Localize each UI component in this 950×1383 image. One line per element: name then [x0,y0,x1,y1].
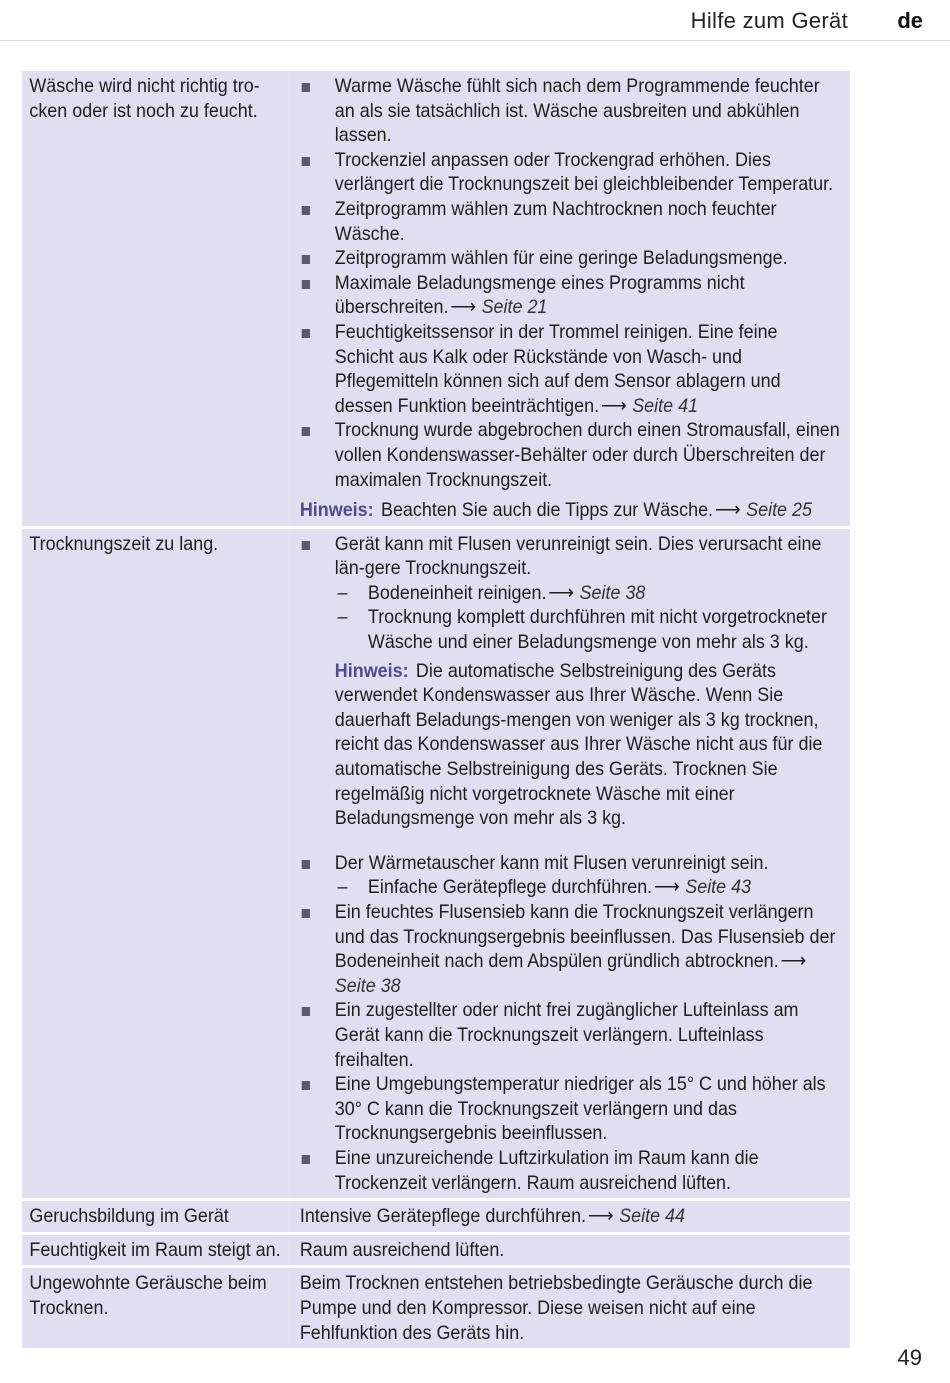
page-reference-link[interactable]: Seite 43 [685,876,752,899]
list-item: Ein zugestellter oder nicht frei zugänglicher Lufteinlass am Gerät kann die Trocknungszeit verlängern. Lufteinlass freihalten. [300,998,841,1072]
section-title: Hilfe zum Gerät [690,8,848,33]
bullet-square-icon [302,83,310,92]
dash-icon: – [337,876,348,899]
list-item: Trockenziel anpassen oder Trockengrad erhöhen. Dies verlängert die Trocknungszeit bei gleichbleibender Temperatur. [300,148,841,197]
fault-cell: Wäsche wird nicht richtig tro-cken oder ist noch zu feucht. [22,71,289,526]
page-reference-link[interactable]: Seite 41 [632,394,699,417]
page-reference-link[interactable]: Seite 21 [481,296,548,319]
list-item: Ein feuchtes Flusensieb kann die Trocknungszeit verlängern und das Trocknungsergebnis beeinflussen. Das Flusensieb der Bodeneinheit nach dem Abspülen gründlich abtrocknen.⟶Seite 38 [300,900,841,998]
list-item: Trocknung wurde abgebrochen durch einen Stromausfall, einen vollen Kondenswasser-Behälter oder durch Überschreiten der maximalen Trocknungszeit. [300,418,841,492]
list-item: Eine unzureichende Luftzirkulation im Raum kann die Trockenzeit verlängern. Raum ausreichend lüften. [300,1146,841,1195]
list-item: Maximale Beladungsmenge eines Programms nicht überschreiten.⟶ Seite 21 [300,271,841,320]
arrow-right-icon: ⟶ [600,394,627,417]
list-item: Zeitprogramm wählen für eine geringe Beladungsmenge. [300,246,841,271]
fault-cell: Ungewohnte Geräusche beim Trocknen. [22,1268,289,1348]
arrow-right-icon: ⟶ [714,499,741,522]
bullet-square-icon [302,860,310,869]
remedy-cell [289,529,850,1198]
arrow-right-icon: ⟶ [450,296,477,319]
list-item: Warme Wäsche fühlt sich nach dem Programmende feuchter an als sie tatsächlich ist. Wäsche ausbreiten und abkühlen lassen. [300,74,841,148]
table-row [22,1268,850,1348]
table-row [22,529,850,1198]
note-text: Beachten Sie auch die Tipps zur Wäsche. [380,499,714,522]
dash-icon: – [337,606,348,629]
list-item: Zeitprogramm wählen zum Nachtrocknen noch feuchter Wäsche. [300,197,841,246]
list-item: Gerät kann mit Flusen verunreinigt sein. Dies verursacht eine län-gere Trocknungszeit. – Bodeneinheit reinigen.⟶ Seite 38 – Trocknung komplett durchführen mit nicht vorgetrockneter Wäsche und einer Beladungsmenge von mehr als 3 kg. Hinweis: Die automatische Selbstreinigung des Geräts verwendet Kondenswasser aus Ihrer Wäsche. Wenn Sie dauerhaft Beladungs-mengen von weniger als 3 kg trocknen, reicht das Kondenswasser aus Ihrer Wäsche nicht aus für die automatische Selbstreinigung des Geräts. Trocknen Sie regelmäßig nicht vorgetrocknete Wäsche mit einer Beladungsmenge von mehr als 3 kg. [300,532,841,831]
arrow-right-icon: ⟶ [780,950,807,973]
bullet-square-icon [302,909,310,918]
fault-cell: Geruchsbildung im Gerät [22,1201,289,1232]
language-code: de [897,8,923,33]
sub-list-item: – Bodeneinheit reinigen.⟶ Seite 38 [337,581,646,604]
header-divider [0,40,950,41]
note [335,659,841,831]
sub-list [335,875,841,900]
sub-list-item: – Trocknung komplett durchführen mit nicht vorgetrockneter Wäsche und einer Beladungsmenge von mehr als 3 kg. [337,606,827,654]
dash-icon: – [337,581,348,604]
remedy-cell: Beim Trocknen entstehen betriebsbedingte Geräusche durch die Pumpe und den Kompressor. Diese weisen nicht auf eine Fehlfunktion des Geräts hin. [289,1268,850,1348]
list-item: Eine Umgebungstemperatur niedriger als 15° C und höher als 30° C kann die Trocknungszeit verlängern und das Trocknungsergebnis beeinflussen. [300,1072,841,1146]
bullet-square-icon [302,329,310,338]
sub-list-item: – Einfache Gerätepflege durchführen.⟶ Seite 43 [337,876,752,899]
page-number: 49 [897,1345,922,1370]
table-row [22,1235,850,1266]
list-item: Der Wärmetauscher kann mit Flusen verunreinigt sein. – Einfache Gerätepflege durchführen.⟶ Seite 43 [300,851,841,900]
bullet-square-icon [302,541,310,550]
bullet-square-icon [302,1007,310,1016]
table-row [22,71,850,526]
note-label: Hinweis: [299,499,374,522]
page-reference-link[interactable]: Seite 38 [334,974,401,997]
arrow-right-icon: ⟶ [653,876,680,899]
page-reference-link[interactable]: Seite 38 [579,581,646,604]
arrow-right-icon: ⟶ [587,1205,614,1228]
note [300,498,841,523]
fault-cell: Trocknungszeit zu lang. [22,529,289,1198]
page-reference-link[interactable]: Seite 25 [746,499,812,522]
bullet-square-icon [302,1155,310,1164]
fault-cell: Feuchtigkeit im Raum steigt an. [22,1235,289,1266]
bullet-square-icon [302,206,310,215]
bullet-square-icon [302,157,310,166]
note-text: Die automatische Selbstreinigung des Geräts verwendet Kondenswasser aus Ihrer Wäsche. Wenn Sie dauerhaft Beladungs-mengen von weniger als 3 kg trocknen, reicht das Kondenswasser aus Ihrer Wäsche nicht aus für die automatische Selbstreinigung des Geräts. Trocknen Sie regelmäßig nicht vorgetrocknete Wäsche mit einer Beladungsmenge von mehr als 3 kg. [334,659,823,830]
remedy-cell: Intensive Gerätepflege durchführen.⟶ Seite 44 [289,1201,850,1232]
sub-list [335,581,841,655]
remedy-list [300,74,841,492]
remedy-list [300,532,841,1195]
remedy-cell: Raum ausreichend lüften. [289,1235,850,1266]
bullet-square-icon [302,280,310,289]
bullet-square-icon [302,1081,310,1090]
list-item: Feuchtigkeitssensor in der Trommel reinigen. Eine feine Schicht aus Kalk oder Rückstände von Wasch- und Pflegemitteln können sich auf dem Sensor ablagern und dessen Funktion beeinträchtigen.⟶ Seite 41 [300,320,841,418]
troubleshooting-table [22,68,850,1351]
table-row [22,1201,850,1232]
bullet-square-icon [302,427,310,436]
page-header [0,8,950,38]
page-reference-link[interactable]: Seite 44 [619,1205,686,1228]
note-label: Hinweis: [334,659,409,682]
remedy-cell [289,71,850,526]
bullet-square-icon [302,255,310,264]
arrow-right-icon: ⟶ [548,581,575,604]
